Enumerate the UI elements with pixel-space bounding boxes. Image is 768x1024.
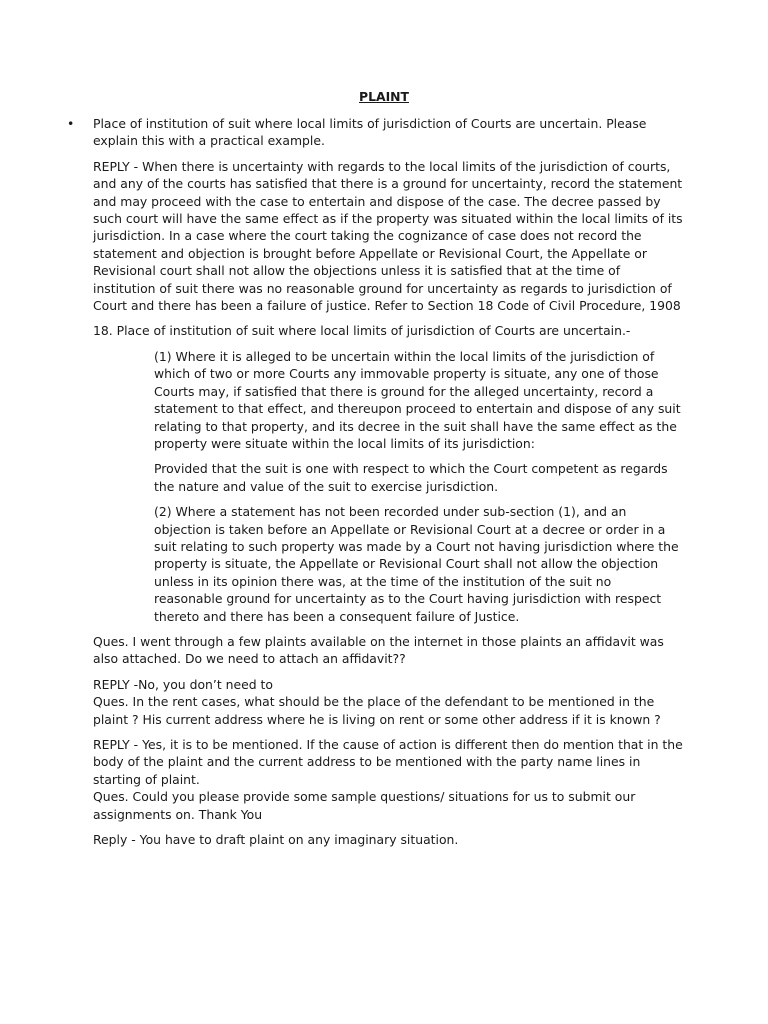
reply-2: REPLY -No, you don’t need to (93, 676, 273, 692)
section-18-text (154, 348, 683, 625)
reply-1: REPLY - When there is uncertainty with regards to the local limits of the jurisdiction of courts, and any of the courts has satisfied that there is a ground for uncertainty, record the statement and may proceed with the case to entertain and dispose of the case. The decree passed by such court will have the same effect as if the property was situated within the local limits of its jurisdiction. In a case where the court taking the cognizance of case does not record the statement and objection is brought before Appellate or Revisional Court, the Appellate or Revisional court shall not allow the objections unless it is satisfied that at the time of institution of suit there was no reasonable ground for uncertainty as regards to jurisdiction of Court and there has been a failure of justice. Refer to Section 18 Code of Civil Procedure, 1908 (93, 158, 683, 314)
document-title: PLAINT (359, 89, 409, 104)
question-4: Ques. Could you please provide some sample questions/ situations for us to submit our assignments on. Thank You (93, 789, 636, 822)
question-3: Ques. In the rent cases, what should be the place of the defendant to be mentioned in the plaint ? His current address where he is living on rent or some other address if it is known ? (93, 694, 661, 727)
section-18-subsection-2: (2) Where a statement has not been recorded under sub-section (1), and an objection is taken before an Appellate or Revisional Court at a decree or order in a suit relating to such property was made by a Court not having jurisdiction where the property is situate, the Appellate or Revisional Court shall not allow the objection unless in its opinion there was, at the time of the institution of the suit no reasonable ground for uncertainty as to the Court having jurisdiction with respect thereto and there has been a consequent failure of Justice. (154, 504, 679, 624)
question-1: Place of institution of suit where local limits of jurisdiction of Courts are uncertain. Please explain this with a practical example. (93, 116, 647, 149)
question-2: Ques. I went through a few plaints available on the internet in those plaints an affidavit was also attached. Do we need to attach an affidavit?? (93, 633, 664, 667)
bullet-item (67, 115, 683, 150)
document-body (67, 115, 683, 856)
section-18-subsection-1: (1) Where it is alleged to be uncertain within the local limits of the jurisdiction of which of two or more Courts any immovable property is situate, any one of those Courts may, if satisfied that there is ground for the alleged uncertainty, record a statement to that effect, and thereupon proceed to entertain and dispose of any suit relating to that property, and its decree in the suit shall have the same effect as the property were situate within the local limits of its jurisdiction: (154, 348, 681, 451)
reply-3: REPLY - Yes, it is to be mentioned. If the cause of action is different then do mention that in the body of the plaint and the current address to be mentioned with the party name lines in starting of plaint. (93, 737, 683, 787)
reply-4: Reply - You have to draft plaint on any imaginary situation. (93, 832, 459, 848)
section-18-proviso: Provided that the suit is one with respect to which the Court competent as regards the nature and value of the suit to exercise jurisdiction. (154, 461, 668, 494)
section-18-heading: 18. Place of institution of suit where local limits of jurisdiction of Courts are uncertain.- (93, 323, 631, 339)
bullet-icon: • (67, 116, 75, 131)
